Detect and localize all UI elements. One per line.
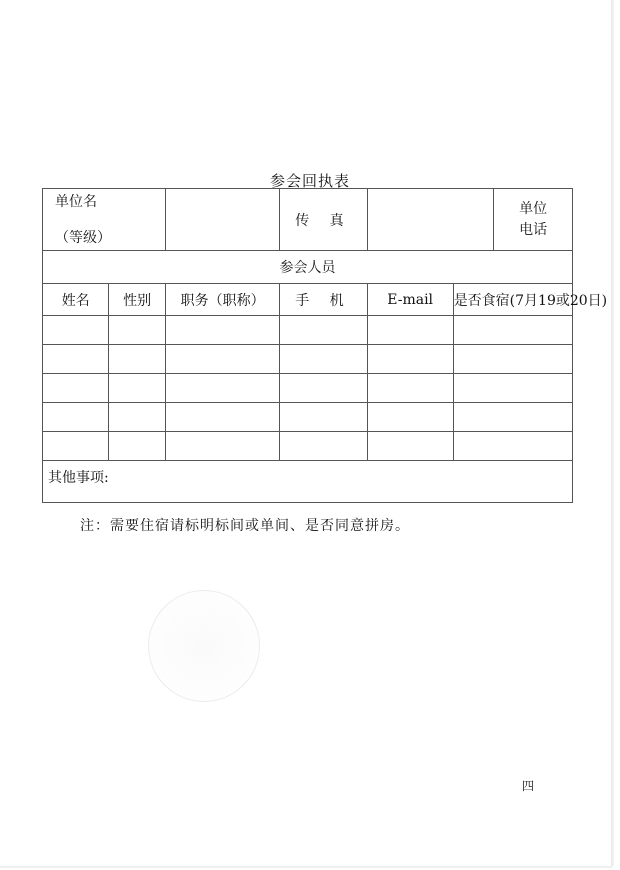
fax-label — [280, 189, 367, 251]
col-gender-header: 性别 — [109, 284, 166, 316]
attendee-gender-cell[interactable] — [109, 432, 166, 461]
attendee-gender-cell[interactable] — [109, 403, 166, 432]
unit-name-label — [43, 189, 166, 251]
attendee-meals-cell[interactable] — [453, 345, 572, 374]
attendee-meals-cell[interactable] — [453, 374, 572, 403]
accommodation-note: 注：需要住宿请标明标间或单间、是否同意拼房。 — [80, 518, 410, 534]
page-bottom-edge — [0, 866, 612, 868]
unit-phone-label-line1: 单位 — [519, 200, 548, 217]
attendee-email-cell[interactable] — [367, 403, 453, 432]
unit-name-label-line1: 单位名 — [55, 193, 97, 210]
attendee-row — [43, 345, 573, 374]
attendee-mobile-cell[interactable] — [280, 374, 367, 403]
attendee-gender-cell[interactable] — [109, 345, 166, 374]
attendee-email-cell[interactable] — [367, 374, 453, 403]
attendee-meals-cell[interactable] — [453, 403, 572, 432]
attendee-position-cell[interactable] — [165, 374, 279, 403]
attendee-row — [43, 374, 573, 403]
attendee-email-cell[interactable] — [367, 345, 453, 374]
attendee-mobile-cell[interactable] — [280, 345, 367, 374]
page-number: 四 — [522, 779, 535, 793]
unit-info-row — [43, 189, 573, 251]
fax-label-text: 传 真 — [295, 212, 352, 229]
attendees-section-row — [43, 251, 573, 284]
attendee-mobile-cell[interactable] — [280, 432, 367, 461]
other-matters-label: 其他事项: — [48, 470, 109, 486]
col-email-header: E-mail — [367, 284, 453, 316]
col-mobile-header — [280, 284, 367, 316]
attendee-meals-cell[interactable] — [453, 432, 572, 461]
attendee-position-cell[interactable] — [165, 345, 279, 374]
form-title: 参会回执表 — [269, 172, 350, 190]
unit-name-value[interactable] — [165, 189, 279, 251]
other-matters-row — [43, 461, 573, 503]
attendee-name-cell[interactable] — [43, 316, 109, 345]
unit-phone-label-line2: 电话 — [519, 221, 548, 238]
attendee-position-cell[interactable] — [165, 432, 279, 461]
faint-seal-stamp — [148, 590, 260, 702]
attendee-name-cell[interactable] — [43, 403, 109, 432]
fax-value[interactable] — [367, 189, 494, 251]
attendee-meals-cell[interactable] — [453, 316, 572, 345]
attendee-mobile-cell[interactable] — [280, 316, 367, 345]
attendee-row — [43, 403, 573, 432]
attendee-mobile-cell[interactable] — [280, 403, 367, 432]
col-name-header: 姓名 — [43, 284, 109, 316]
registration-form-table — [42, 188, 608, 503]
attendee-gender-cell[interactable] — [109, 316, 166, 345]
attendee-row — [43, 316, 573, 345]
attendee-name-cell[interactable] — [43, 432, 109, 461]
other-matters-cell[interactable] — [43, 461, 573, 503]
attendees-header-row — [43, 284, 573, 316]
attendee-position-cell[interactable] — [165, 316, 279, 345]
col-meals-header: 是否食宿(7月19或20日) — [453, 284, 572, 316]
attendee-position-cell[interactable] — [165, 403, 279, 432]
attendee-email-cell[interactable] — [367, 432, 453, 461]
unit-phone-label — [494, 189, 573, 251]
attendee-email-cell[interactable] — [367, 316, 453, 345]
page-right-edge — [611, 0, 614, 866]
attendee-row — [43, 432, 573, 461]
col-position-header: 职务（职称） — [165, 284, 279, 316]
attendees-label: 参会人员 — [43, 251, 573, 284]
col-mobile-header-text: 手 机 — [295, 292, 352, 309]
attendee-name-cell[interactable] — [43, 345, 109, 374]
attendee-gender-cell[interactable] — [109, 374, 166, 403]
unit-name-label-line2: （等级） — [55, 229, 111, 246]
attendee-name-cell[interactable] — [43, 374, 109, 403]
